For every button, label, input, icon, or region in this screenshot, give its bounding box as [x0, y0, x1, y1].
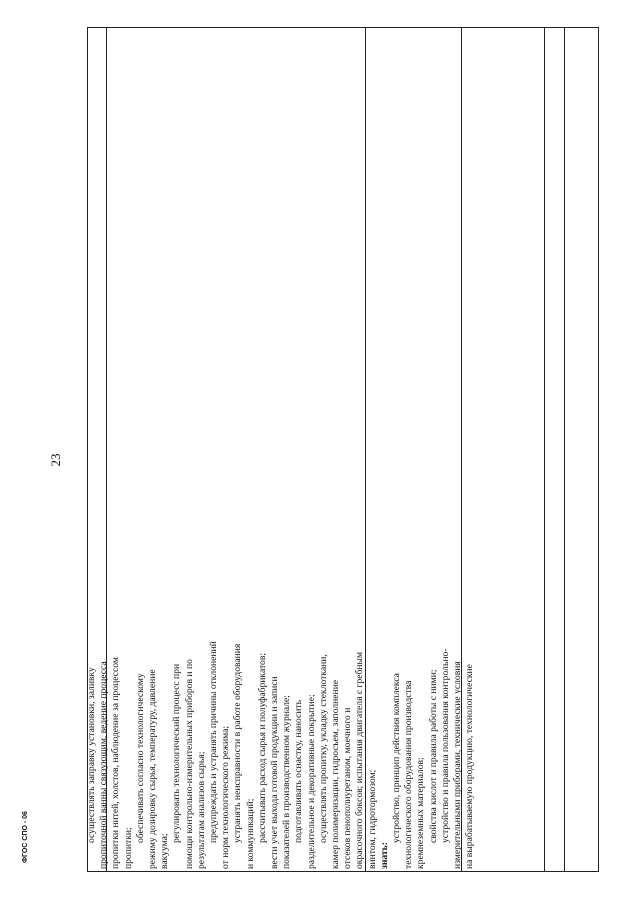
- text-line: кремнеземных материалов;: [415, 757, 427, 869]
- page-number: 23: [48, 453, 63, 467]
- text-line: и коммуникаций;: [244, 798, 256, 869]
- text-line: предупреждать и устранять причины отклонений: [208, 641, 220, 843]
- text-line: осуществлять пропитку, укладку стеклоткани,: [317, 654, 329, 843]
- text-line: винтом, гидротормозом;: [366, 769, 378, 869]
- text-line: подготавливать оснастку, наносить: [293, 700, 305, 843]
- text-line: технологического оборудования производства: [403, 680, 415, 869]
- text-line: свойства кислот и правила работы с ними;: [427, 669, 439, 843]
- text-line: рассчитывать расход сырья и полуфабрикатов;: [256, 652, 268, 843]
- text-line: камер полимеризации, гидросъем, заполнение: [330, 679, 342, 869]
- text-line: устройство и правила пользования контрольно-: [439, 648, 451, 843]
- skills-knowledge-cell: [86, 491, 560, 869]
- text-line: пропитки нитей, холстов, наблюдение за процессом: [110, 657, 122, 869]
- text-line: пропитки;: [122, 827, 134, 869]
- text-line: результатам анализов сырья;: [195, 751, 207, 869]
- text-line: разделительное и декоративные покрытие;: [305, 694, 317, 869]
- text-line: помощи контрольно-измерительных приборов и по: [183, 659, 195, 869]
- text-line: вести учет выхода готовой продукции и записи: [269, 676, 281, 869]
- text-line: обеспечивать согласно технологическому: [134, 673, 146, 843]
- text-line: знать:: [378, 842, 390, 869]
- text-line: осуществлять заправку установки, заливку: [86, 667, 97, 843]
- text-line: на вырабатываемую продукцию, технологические: [464, 664, 476, 869]
- text-line: регулировать технологический процесс при: [171, 663, 183, 843]
- text-line: устройство, принцип действия комплекса: [391, 673, 403, 843]
- text-line: показателей в производственном журнале;: [281, 695, 293, 869]
- text-line: от норм технологического режима;: [220, 725, 232, 869]
- text-line: режиму дозировку сырья, температуру, давление: [147, 669, 159, 869]
- text-line: устранять неисправности в работе оборудования: [232, 643, 244, 843]
- text-line: вакуума;: [159, 833, 171, 869]
- footer-standard-code: ФГОС СПО - 06: [22, 811, 29, 863]
- table-column-divider: [564, 28, 565, 871]
- text-line: измерительными приборами, технические условия: [452, 661, 464, 869]
- text-line: пропиточной ванны связующим, ведение процесса: [98, 661, 110, 869]
- text-line: окрасочного боксов; испытания двигателя с гребным: [354, 651, 366, 869]
- text-line: отсеков пенополиуретаном, моечного и: [342, 707, 354, 869]
